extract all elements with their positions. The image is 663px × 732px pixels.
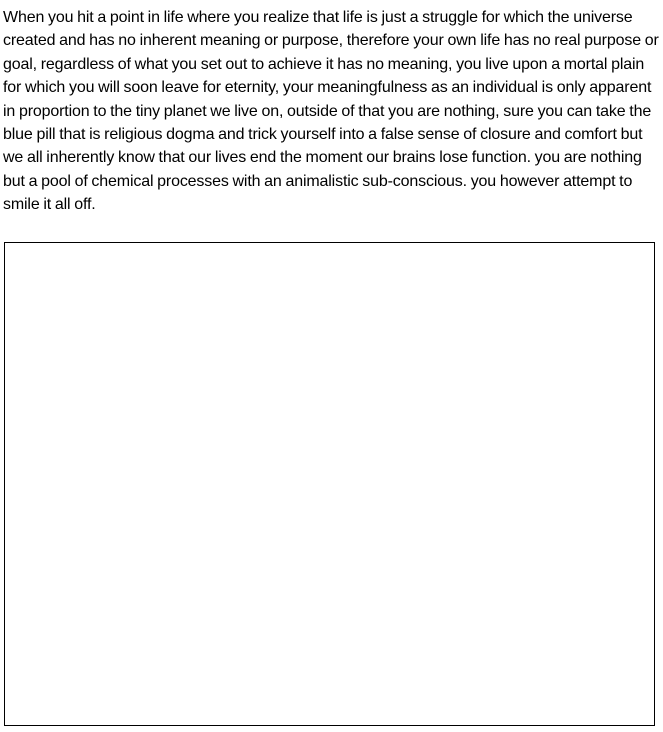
caption-text: When you hit a point in life where you realize that life is just a struggle for which the universe created and has no inherent meaning or purpose, therefore your own life has no real purpose or goal, regardless of what you set out to achieve it has no meaning, you live upon a mortal plain for which you will soon leave for eternity, your meaningfulness as an individual is only apparent in proportion to the tiny planet we live on, outside of that you are nothing, sure you can take the blue pill that is religious dogma and trick yourself into a false sense of closure and comfort but we all inherently know that our lives end the moment our brains lose function. you are nothing but a pool of chemical processes with an animalistic sub-conscious. you however attempt to smile it all off.	[3, 9, 659, 214]
blank-image-panel	[4, 242, 655, 726]
